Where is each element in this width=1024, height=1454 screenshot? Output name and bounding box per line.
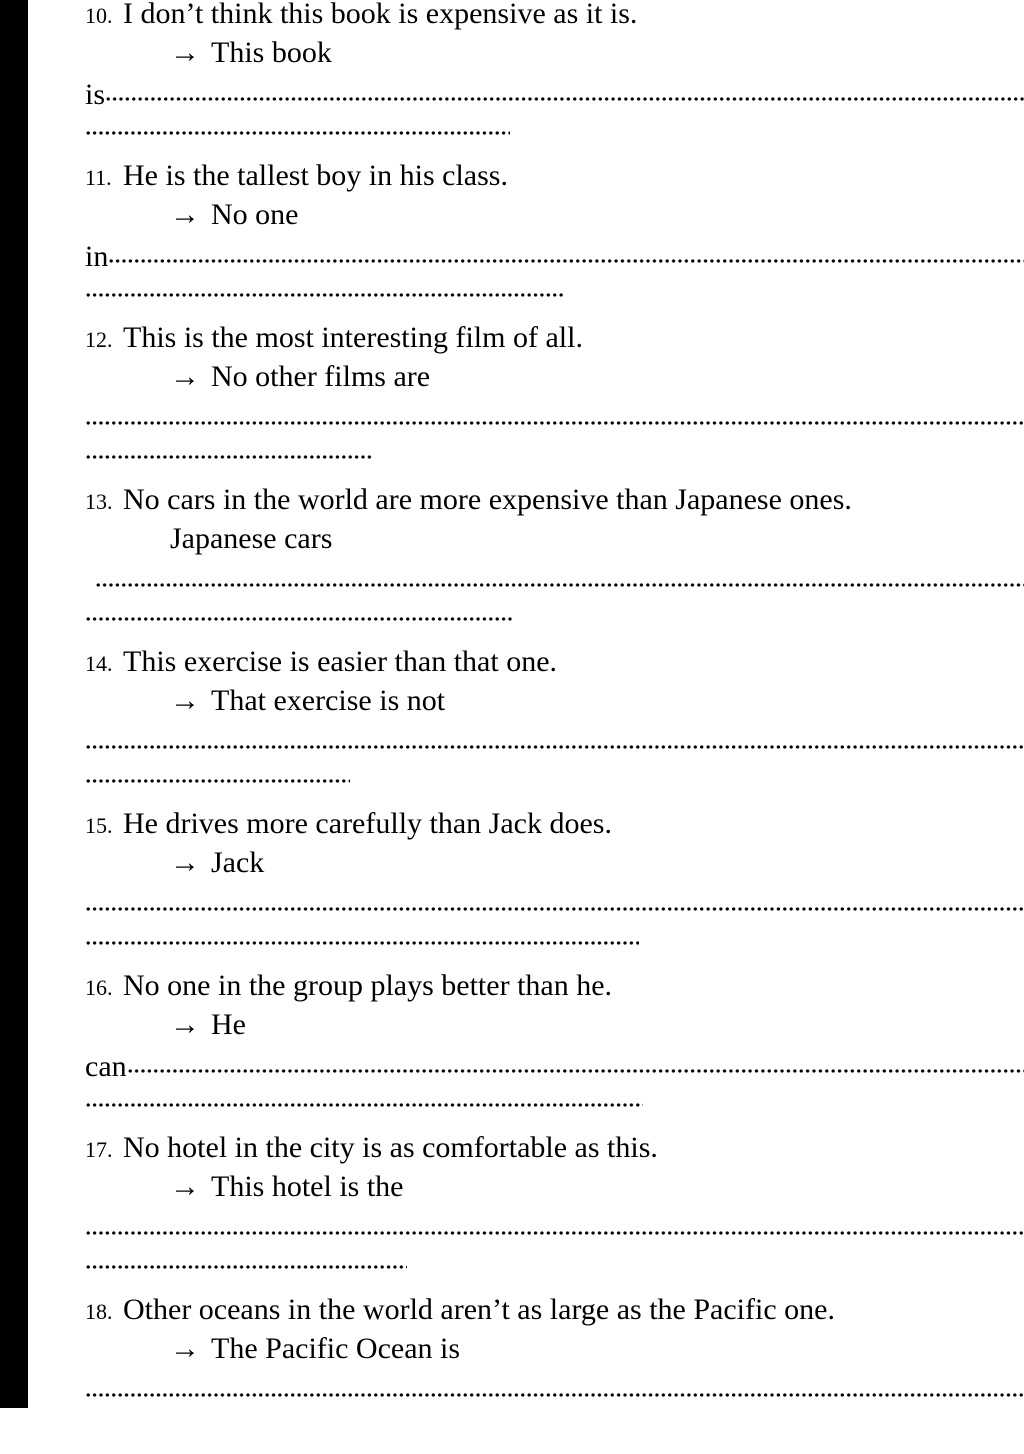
answer-line <box>85 80 1024 126</box>
item-number: 14. <box>85 651 113 676</box>
answer-blank <box>85 1391 1024 1399</box>
answer-blank <box>108 257 1024 265</box>
answer-prefix: in <box>85 240 109 273</box>
sentence-line <box>85 1130 1024 1168</box>
rewrite-line <box>85 358 1024 404</box>
answer-blank <box>127 1067 1024 1075</box>
exercise-item <box>85 320 1024 482</box>
short-blank-line <box>85 777 1024 809</box>
sentence-line <box>85 806 1024 844</box>
rewrite-prompt: This book <box>211 36 332 69</box>
item-number: 15. <box>85 813 113 838</box>
sentence-line <box>85 644 1024 682</box>
arrow-icon: → <box>170 198 200 231</box>
short-blank-line <box>85 1263 1024 1295</box>
short-blank-line <box>85 615 1024 647</box>
exercise-item <box>85 644 1024 806</box>
sentence-line <box>85 1292 1024 1330</box>
rewrite-line <box>85 34 1024 80</box>
rewrite-line <box>85 520 1024 566</box>
exercise-item <box>85 806 1024 968</box>
worksheet-page <box>85 0 1024 1454</box>
answer-blank-continued <box>85 129 510 137</box>
answer-line <box>85 728 1024 774</box>
arrow-icon: → <box>170 360 200 393</box>
item-number: 12. <box>85 327 113 352</box>
answer-blank <box>105 95 1024 103</box>
answer-blank <box>85 743 1024 751</box>
short-blank-line <box>85 129 1024 161</box>
answer-blank-continued <box>85 1263 407 1271</box>
answer-blank <box>85 1229 1024 1237</box>
answer-blank-continued <box>85 453 373 461</box>
rewrite-prompt: That exercise is not <box>211 684 446 717</box>
answer-blank <box>85 419 1024 427</box>
item-sentence: I don’t think this book is expensive as it is. <box>123 0 638 30</box>
answer-blank-continued <box>85 615 513 623</box>
sentence-line <box>85 320 1024 358</box>
answer-blank-continued <box>85 939 639 947</box>
arrow-icon: → <box>170 846 200 879</box>
exercise-item <box>85 0 1024 158</box>
answer-blank <box>85 905 1024 913</box>
exercise-item <box>85 1292 1024 1454</box>
answer-prefix: can <box>85 1050 127 1083</box>
arrow-icon: → <box>170 1332 200 1365</box>
rewrite-prompt: The Pacific Ocean is <box>211 1332 461 1365</box>
sentence-line <box>85 482 1024 520</box>
answer-line <box>85 890 1024 936</box>
rewrite-line <box>85 682 1024 728</box>
sentence-line <box>85 0 1024 34</box>
exercise-item <box>85 158 1024 320</box>
answer-line <box>85 404 1024 450</box>
item-sentence: He is the tallest boy in his class. <box>123 159 508 192</box>
answer-blank <box>95 581 1024 589</box>
item-sentence: This is the most interesting film of all. <box>123 321 583 354</box>
item-number: 11. <box>85 165 112 190</box>
rewrite-line <box>85 1168 1024 1214</box>
exercise-item <box>85 1130 1024 1292</box>
rewrite-prompt: No one <box>211 198 299 231</box>
answer-blank-continued <box>85 1101 643 1109</box>
answer-line <box>85 1214 1024 1260</box>
short-blank-line <box>85 939 1024 971</box>
rewrite-line <box>85 1330 1024 1376</box>
answer-line <box>85 1376 1024 1422</box>
sentence-line <box>85 158 1024 196</box>
rewrite-prompt: No other films are <box>211 360 431 393</box>
arrow-icon: → <box>170 36 200 69</box>
item-sentence: No hotel in the city is as comfortable as this. <box>123 1131 658 1164</box>
item-sentence: No cars in the world are more expensive than Japanese ones. <box>123 483 852 516</box>
short-blank-line <box>85 291 1024 323</box>
rewrite-prompt: This hotel is the <box>211 1170 404 1203</box>
answer-line <box>95 566 1024 612</box>
rewrite-prompt: He <box>211 1008 246 1041</box>
short-blank-line <box>85 1101 1024 1133</box>
rewrite-line <box>85 1006 1024 1052</box>
item-sentence: He drives more carefully than Jack does. <box>123 807 612 840</box>
answer-prefix: is <box>85 78 106 111</box>
answer-blank-continued <box>85 291 565 299</box>
answer-line <box>85 242 1024 288</box>
exercise-item <box>85 482 1024 644</box>
exercise-item <box>85 968 1024 1130</box>
sentence-line <box>85 968 1024 1006</box>
rewrite-line <box>85 196 1024 242</box>
arrow-icon: → <box>170 1170 200 1203</box>
rewrite-prompt: Japanese cars <box>170 522 333 555</box>
item-number: 13. <box>85 489 113 514</box>
rewrite-line <box>85 844 1024 890</box>
answer-blank-continued <box>85 777 350 785</box>
scan-edge-bar <box>0 0 28 1408</box>
item-number: 18. <box>85 1299 113 1324</box>
arrow-icon: → <box>170 1008 200 1041</box>
item-number: 17. <box>85 1137 113 1162</box>
arrow-icon: → <box>170 684 200 717</box>
item-sentence: No one in the group plays better than he. <box>123 969 613 1002</box>
answer-line <box>85 1052 1024 1098</box>
exercise-list <box>85 0 1024 1454</box>
item-number: 10. <box>85 3 113 28</box>
item-number: 16. <box>85 975 113 1000</box>
item-sentence: This exercise is easier than that one. <box>123 645 558 678</box>
short-blank-line <box>85 453 1024 485</box>
item-sentence: Other oceans in the world aren’t as large as the Pacific one. <box>123 1293 835 1326</box>
rewrite-prompt: Jack <box>211 846 265 879</box>
